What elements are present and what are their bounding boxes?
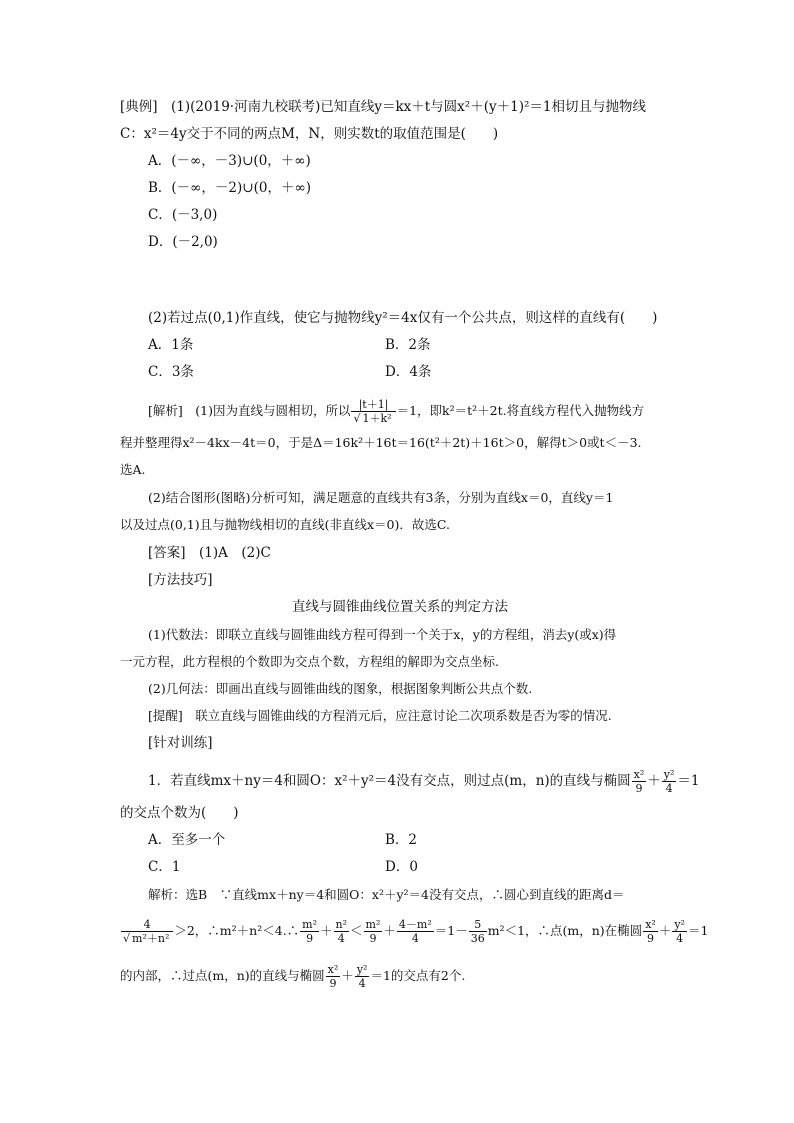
q1-option-c: C．(－3,0)	[148, 207, 218, 223]
fraction-numerator: x²	[633, 768, 645, 781]
q1-option-a: A．(－∞，－3)∪(0，＋∞)	[148, 153, 311, 169]
solution-line3	[120, 963, 680, 990]
plus-sign: ＋	[658, 923, 672, 938]
plus-sign: ＋	[647, 773, 661, 789]
fraction-numerator: 5	[469, 918, 487, 932]
question-text: 1．若直线mx＋ny＝4和圆O：x²＋y²＝4没有交点，则过点(m，n)的直线与椭圆	[148, 773, 631, 789]
solution-text: m²＜1，∴点(m，n)在椭圆	[487, 923, 643, 938]
fraction-denominator: m²＋n²	[132, 932, 170, 945]
analysis-text: ＝1，即k²＝t²＋2t.将直线方程代入抛物线方	[396, 403, 645, 418]
q1-option-d: D．(－2,0)	[148, 234, 218, 250]
training-label: [针对训练]	[148, 735, 213, 751]
analysis-p2-line1: (2)结合图形(图略)分析可知，满足题意的直线共有3条，分别为直线x＝0，直线y＝1	[148, 490, 614, 505]
method-geometry-line: (2)几何法：即画出直线与圆锥曲线的图象，根据图象判断公共点个数.	[148, 681, 533, 696]
solution-text: ＝1－	[434, 923, 468, 938]
fraction-y2-4	[355, 963, 370, 990]
analysis-text: [解析] (1)因为直线与圆相切，所以	[148, 403, 351, 418]
solution-text: ＝1	[687, 923, 709, 938]
fraction-numerator: y²	[674, 918, 685, 931]
analysis-p1-line1	[148, 398, 708, 425]
method-title: 直线与圆锥曲线位置关系的判定方法	[292, 599, 508, 615]
fraction-x2-9	[632, 768, 647, 795]
fraction-numerator: x²	[645, 918, 656, 931]
analysis-p1-line2: 程并整理得x²－4kx－4t＝0，于是Δ＝16k²＋16t＝16(t²＋2t)＋16t＞0，解得t＞0或t＜－3.	[120, 435, 642, 450]
fraction-denominator: 9	[306, 932, 314, 945]
fraction-x2-9	[643, 918, 658, 945]
question-text: ＝1	[677, 773, 700, 789]
fraction-denominator: 9	[635, 782, 643, 795]
analysis-p1-line3: 选A.	[120, 462, 146, 477]
fraction-denominator: 1＋k²	[362, 412, 392, 425]
training-option-b: B．2	[385, 832, 418, 848]
fraction-y2-4	[672, 918, 687, 945]
training-option-d: D．0	[385, 859, 418, 875]
fraction-5-36	[469, 918, 487, 945]
example-q1-line1: [典例] (1)(2019·河南九校联考)已知直线y＝kx＋t与圆x²＋(y＋1)²＝1相切且与抛物线	[120, 99, 646, 115]
fraction-denominator: 4	[676, 932, 684, 945]
solution-text: ＞2，∴m²＋n²＜4.∴	[174, 923, 300, 938]
fraction-x2-9	[326, 963, 341, 990]
analysis-p2-line2: 以及过点(0,1)且与抛物线相切的直线(非直线x＝0)．故选C.	[120, 517, 450, 532]
fraction-numerator: y²	[356, 963, 368, 976]
fraction-numerator: n²	[335, 918, 348, 931]
fraction-numerator: 4－m²	[398, 918, 432, 931]
fraction-numerator: m²	[302, 918, 318, 931]
training-options-row2	[148, 857, 708, 877]
solution-text: ＝1的交点有2个.	[370, 968, 466, 983]
method-algebra-line1: (1)代数法：即联立直线与圆锥曲线方程可得到一个关于x，y的方程组，消去y(或x)得	[148, 627, 617, 642]
q2-option-c: C．3条	[148, 364, 194, 380]
fraction-y2-4	[662, 768, 677, 795]
method-label: [方法技巧]	[148, 572, 213, 588]
fraction-4-sqrt: $\frac{4}{\text{√ m²＋n²}}$	[121, 918, 173, 945]
fraction-denominator: 9	[647, 932, 654, 945]
solution-line1: 解析：选B ∵直线mx＋ny＝4和圆O：x²＋y²＝4没有交点，∴圆心到直线的距离d＝	[148, 887, 625, 902]
training-q-line1	[148, 768, 708, 795]
solution-line2	[120, 918, 709, 945]
fraction-numerator: |t＋1|	[351, 398, 395, 412]
fraction-denominator: 9	[329, 977, 337, 990]
plus-sign: ＋	[320, 923, 333, 938]
training-q-line2: 的交点个数为( )	[120, 805, 239, 821]
fraction-n2-4	[334, 918, 350, 945]
solution-text: 的内部，∴过点(m，n)的直线与椭圆	[120, 968, 325, 983]
training-option-a: A．至多一个	[148, 832, 226, 848]
plus-sign: ＋	[383, 923, 396, 938]
method-algebra-line2: 一元方程，此方程根的个数即为交点个数，方程组的解即为交点坐标.	[120, 654, 499, 669]
plus-sign: ＋	[341, 968, 354, 983]
fraction-m2-9	[300, 918, 319, 945]
q2-option-a: A．1条	[148, 337, 194, 353]
q2-options-row1	[148, 335, 708, 355]
fraction-denominator: 4	[358, 977, 366, 990]
fraction-denominator: 9	[369, 932, 377, 945]
example-q2-line: (2)若过点(0,1)作直线，使它与抛物线y²＝4x仅有一个公共点，则这样的直线有( )	[148, 310, 658, 326]
fraction-numerator: 4	[121, 918, 173, 932]
fraction-denominator: 4	[337, 932, 345, 945]
fraction-m2-9	[364, 918, 383, 945]
fraction-numerator: y²	[663, 768, 675, 781]
q2-options-row2	[148, 362, 708, 382]
fraction-numerator: m²	[365, 918, 381, 931]
q2-option-b: B．2条	[385, 337, 431, 353]
training-option-c: C．1	[148, 859, 181, 875]
q2-option-d: D．4条	[385, 364, 432, 380]
training-options-row1	[148, 830, 708, 850]
fraction: $\frac{|t+1|}{\text{√ 1＋k²}}$	[351, 398, 395, 425]
solution-text: ＜	[350, 923, 363, 938]
method-reminder: [提醒] 联立直线与圆锥曲线的方程消元后，应注意讨论二次项系数是否为零的情况.	[148, 708, 612, 723]
fraction-denominator: 36	[470, 932, 485, 945]
fraction-numerator: x²	[327, 963, 339, 976]
fraction-denominator: 4	[411, 932, 419, 945]
fraction-4-m2-4	[397, 918, 434, 945]
answer: [答案] (1)A (2)C	[148, 545, 271, 561]
q1-option-b: B．(－∞，－2)∪(0，＋∞)	[148, 180, 311, 196]
fraction-denominator: 4	[665, 782, 673, 795]
example-q1-line2: C：x²＝4y交于不同的两点M，N，则实数t的取值范围是( )	[120, 126, 499, 142]
